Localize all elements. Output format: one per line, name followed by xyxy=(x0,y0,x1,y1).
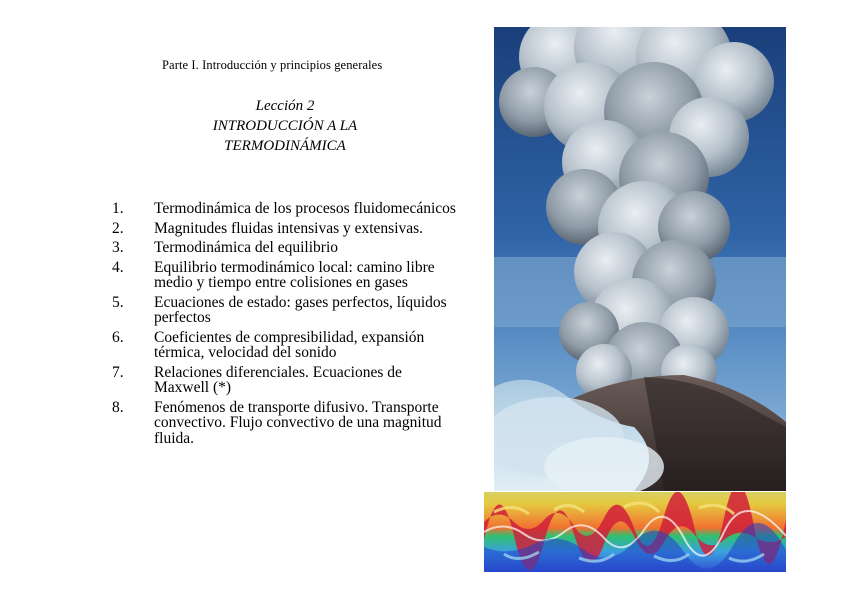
item-number: 7. xyxy=(112,363,124,381)
lesson-title-line2: TERMODINÁMICA xyxy=(224,138,346,154)
list-item xyxy=(112,330,457,361)
lesson-number: Lección 2 xyxy=(255,98,315,114)
lesson-title-block xyxy=(160,96,410,156)
item-text: Ecuaciones de estado: gases perfectos, líquidos perfectos xyxy=(154,293,447,326)
item-text: Termodinámica de los procesos fluidomecánicos xyxy=(154,200,456,217)
volcano-photo xyxy=(494,27,786,491)
topic-list xyxy=(112,201,457,450)
item-number: 1. xyxy=(112,200,124,217)
list-item xyxy=(112,240,457,256)
list-item xyxy=(112,400,457,447)
list-item xyxy=(112,260,457,291)
item-text: Equilibrio termodinámico local: camino libre medio y tiempo entre colisiones en gases xyxy=(154,258,435,291)
item-text: Termodinámica del equilibrio xyxy=(154,239,338,256)
item-text: Coeficientes de compresibilidad, expansión térmica, velocidad del sonido xyxy=(154,328,425,361)
item-text: Magnitudes fluidas intensivas y extensivas. xyxy=(154,219,424,237)
part-heading: Parte I. Introducción y principios generales xyxy=(162,58,383,72)
item-number: 6. xyxy=(112,328,124,346)
list-item xyxy=(112,295,457,326)
item-number: 4. xyxy=(112,258,124,276)
list-item xyxy=(112,201,457,217)
item-text: Fenómenos de transporte difusivo. Transporte convectivo. Flujo convectivo de una magnitud fluida. xyxy=(154,398,442,447)
item-number: 3. xyxy=(112,239,124,256)
list-item xyxy=(112,221,457,237)
item-number: 5. xyxy=(112,293,124,311)
simulation-image xyxy=(484,492,786,572)
item-number: 2. xyxy=(112,219,124,237)
item-text: Relaciones diferenciales. Ecuaciones de Maxwell (*) xyxy=(154,363,402,396)
list-item xyxy=(112,365,457,396)
item-number: 8. xyxy=(112,398,124,416)
lesson-title-line1: INTRODUCCIÓN A LA xyxy=(212,118,358,134)
